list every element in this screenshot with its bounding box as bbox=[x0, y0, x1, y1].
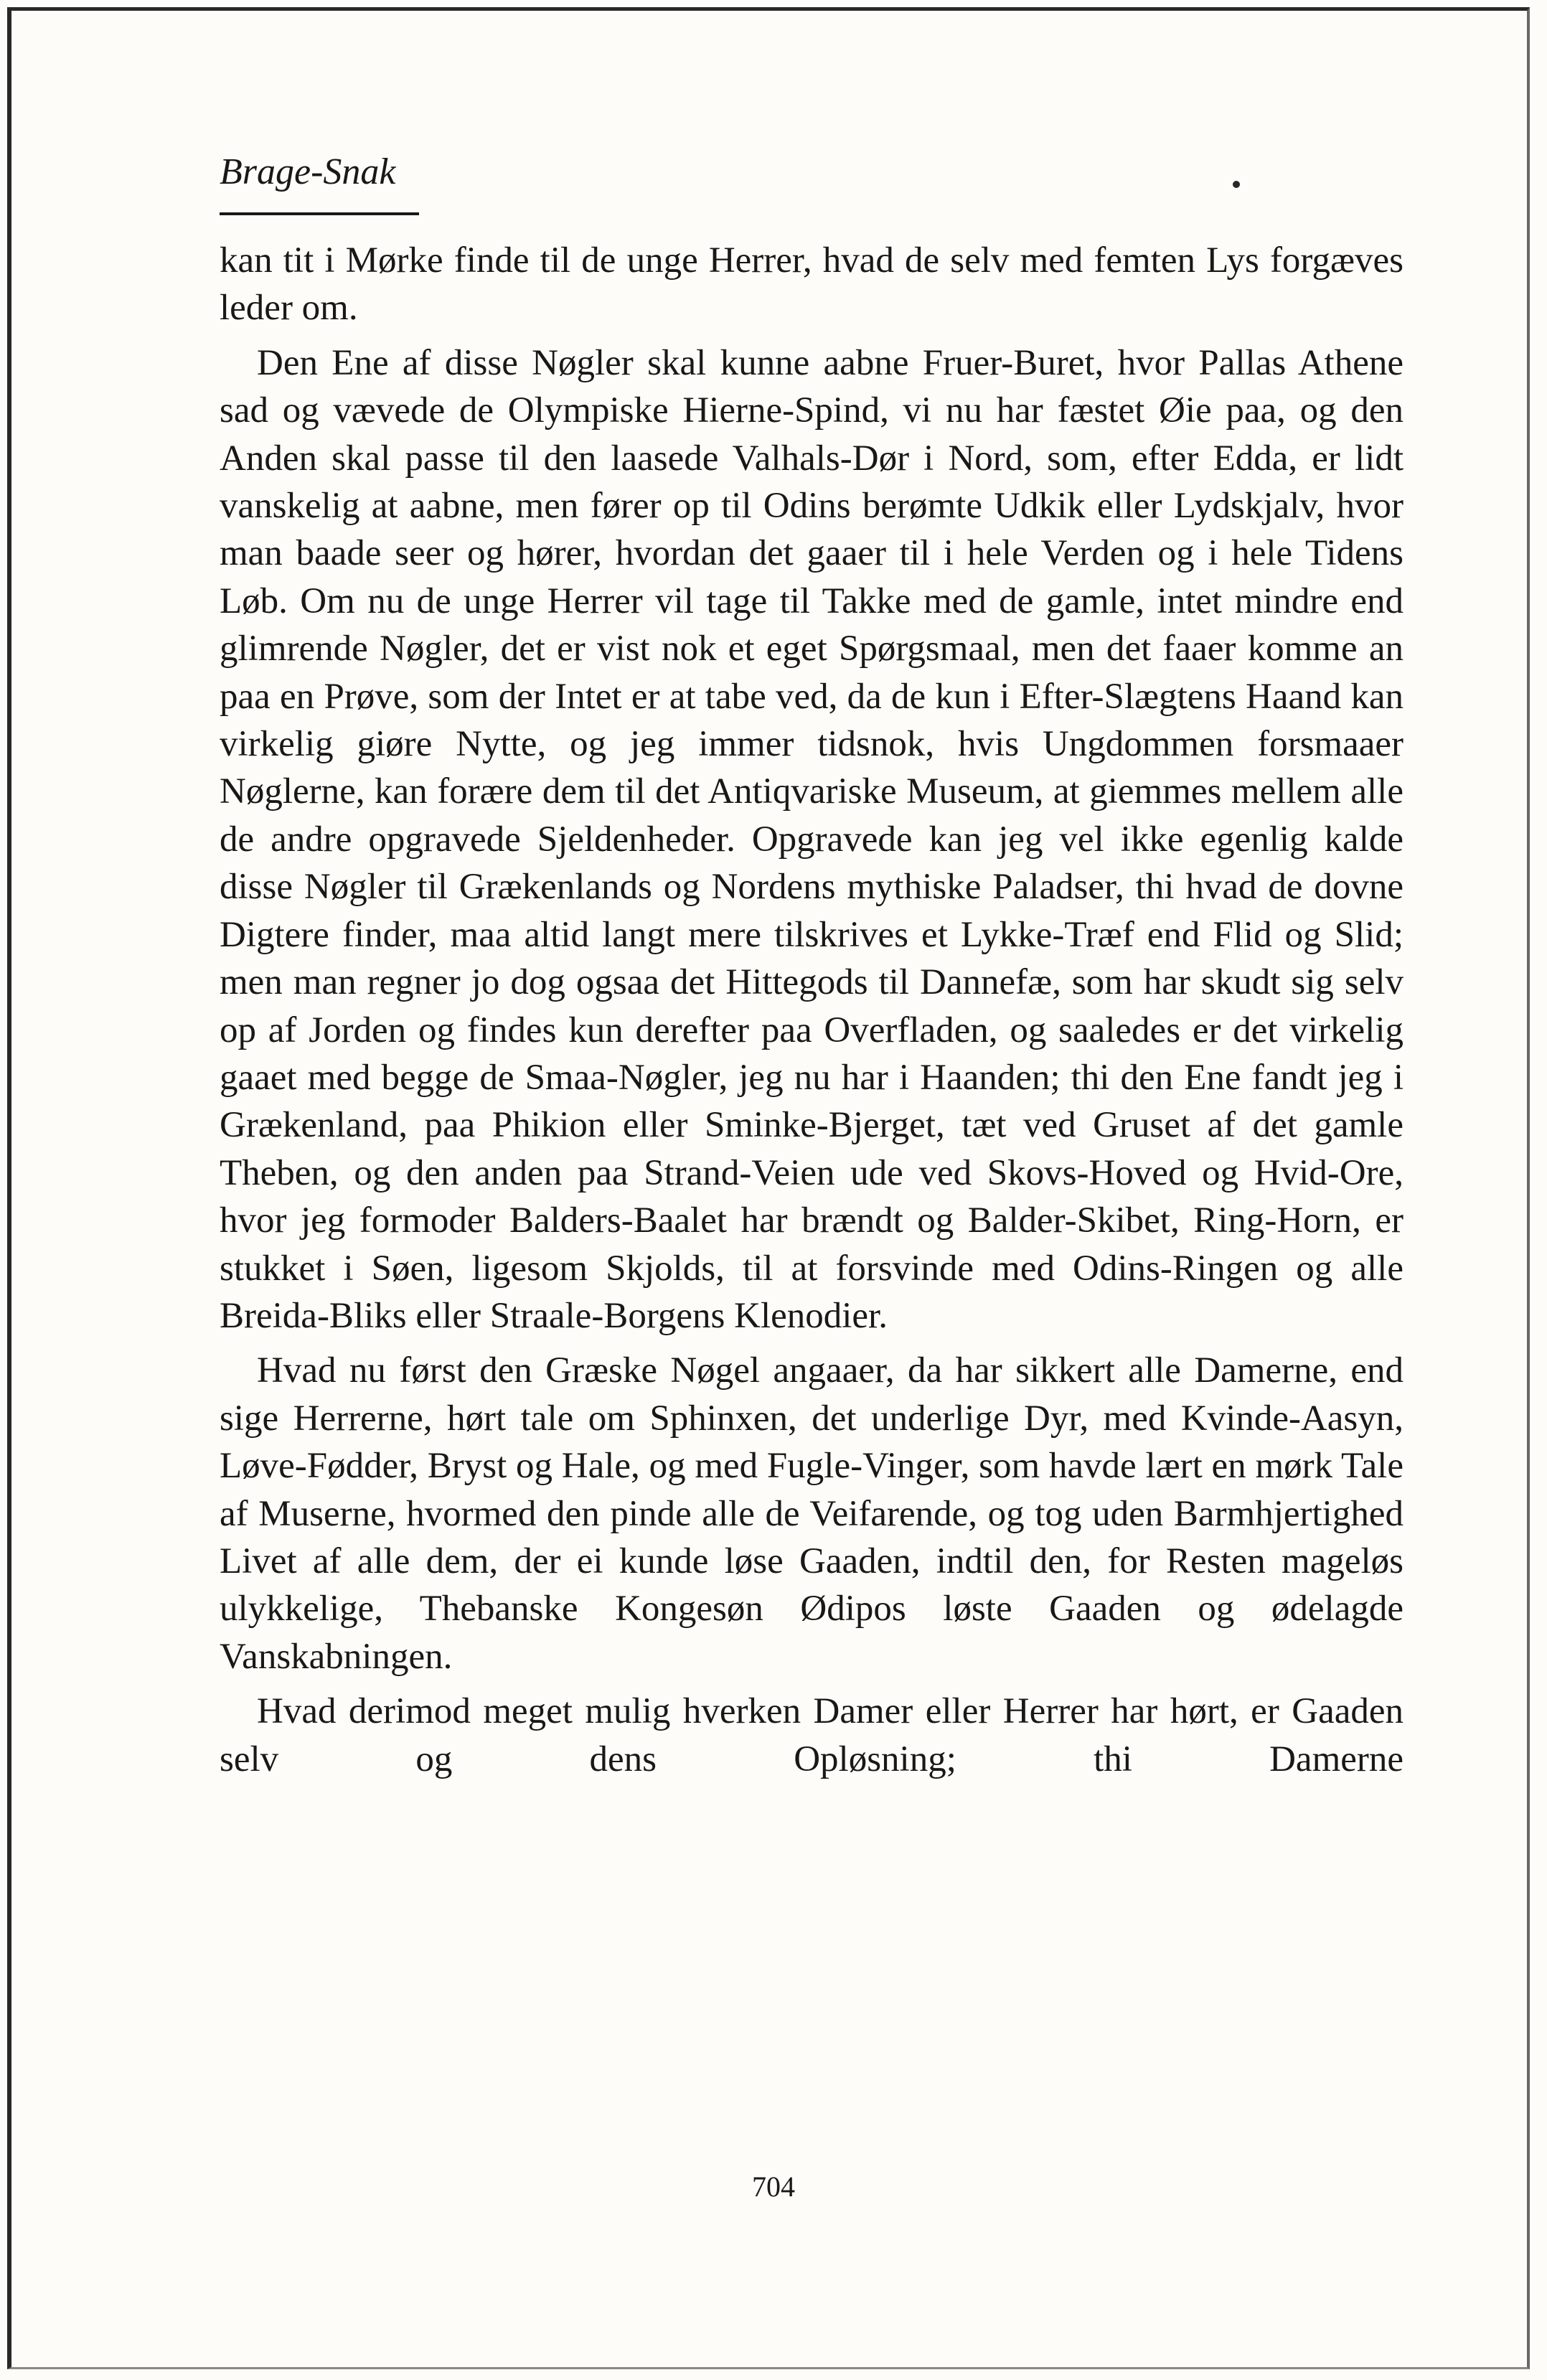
ink-speck bbox=[1233, 181, 1240, 188]
running-head-rule bbox=[220, 212, 419, 215]
paragraph-3: Hvad nu først den Græske Nøgel angaaer, da har sikkert alle Damerne, end sige Herrerne, hørt tale om Sphinxen, det underlige Dyr, med Kvinde-Aasyn, Løve-Fødder, Bryst og Hale, og med Fugle-Vinger, som havde lært en mørk Tale af Muserne, hvormed den pinde alle de Veifarende, og tog uden Barmhjertighed Livet af alle dem, der ei kunde løse Gaaden, indtil den, for Resten mageløs ulykkelige, Thebanske Kongesøn Ødipos løste Gaaden og ødelagde Vanskabningen. bbox=[220, 1350, 1403, 1677]
body-text bbox=[220, 237, 1403, 1783]
paragraph-2: Den Ene af disse Nøgler skal kunne aabne Fruer-Buret, hvor Pallas Athene sad og vævede de Olympiske Hierne-Spind, vi nu har fæstet Øie paa, og den Anden skal passe til den laasede Valhals-Dør i Nord, som, efter Edda, er lidt vanskelig at aabne, men fører op til Odins berømte Udkik eller Lydskjalv, hvor man baade seer og hører, hvordan det gaaer til i hele Verden og i hele Tidens Løb. Om nu de unge Herrer vil tage til Takke med de gamle, intet mindre end glimrende Nøgler, det er vist nok et eget Spørgsmaal, men det faaer komme an paa en Prøve, som der Intet er at tabe ved, da de kun i Efter-Slægtens Haand kan virkelig giøre Nytte, og jeg immer tidsnok, hvis Ungdommen forsmaaer Nøglerne, kan forære dem til det Antiqvariske Museum, at giemmes mellem alle de andre opgravede Sjeldenheder. Opgravede kan jeg vel ikke egenlig kalde disse Nøgler til Grækenlands og Nordens mythiske Paladser, thi hvad de dovne Digtere finder, maa altid langt mere tilskrives et Lykke-Træf end Flid og Slid; men man regner jo dog ogsaa det Hittegods til Dannefæ, som har skudt sig selv op af Jorden og findes kun derefter paa Overfladen, og saaledes er det virkelig gaaet med begge de Smaa-Nøgler, jeg nu har i Haanden; thi den Ene fandt jeg i Grækenland, paa Phikion eller Sminke-Bjerget, tæt ved Gruset af det gamle Theben, og den anden paa Strand-Veien ude ved Skovs-Hoved og Hvid-Ore, hvor jeg formoder Balders-Baalet har brændt og Balder-Skibet, Ring-Horn, er stukket i Søen, ligesom Skjolds, til at forsvinde med Odins-Ringen og alle Breida-Bliks eller Straale-Borgens Klenodier. bbox=[220, 342, 1403, 1336]
paragraph-1: kan tit i Mørke finde til de unge Herrer, hvad de selv med femten Lys forgæves leder om. bbox=[220, 240, 1403, 329]
page-number: 704 bbox=[752, 2170, 795, 2203]
paragraph-4: Hvad derimod meget mulig hverken Damer eller Herrer har hørt, er Gaaden selv og dens Opløsning; thi Damerne bbox=[220, 1691, 1403, 1779]
running-head: Brage-Snak bbox=[220, 151, 396, 192]
